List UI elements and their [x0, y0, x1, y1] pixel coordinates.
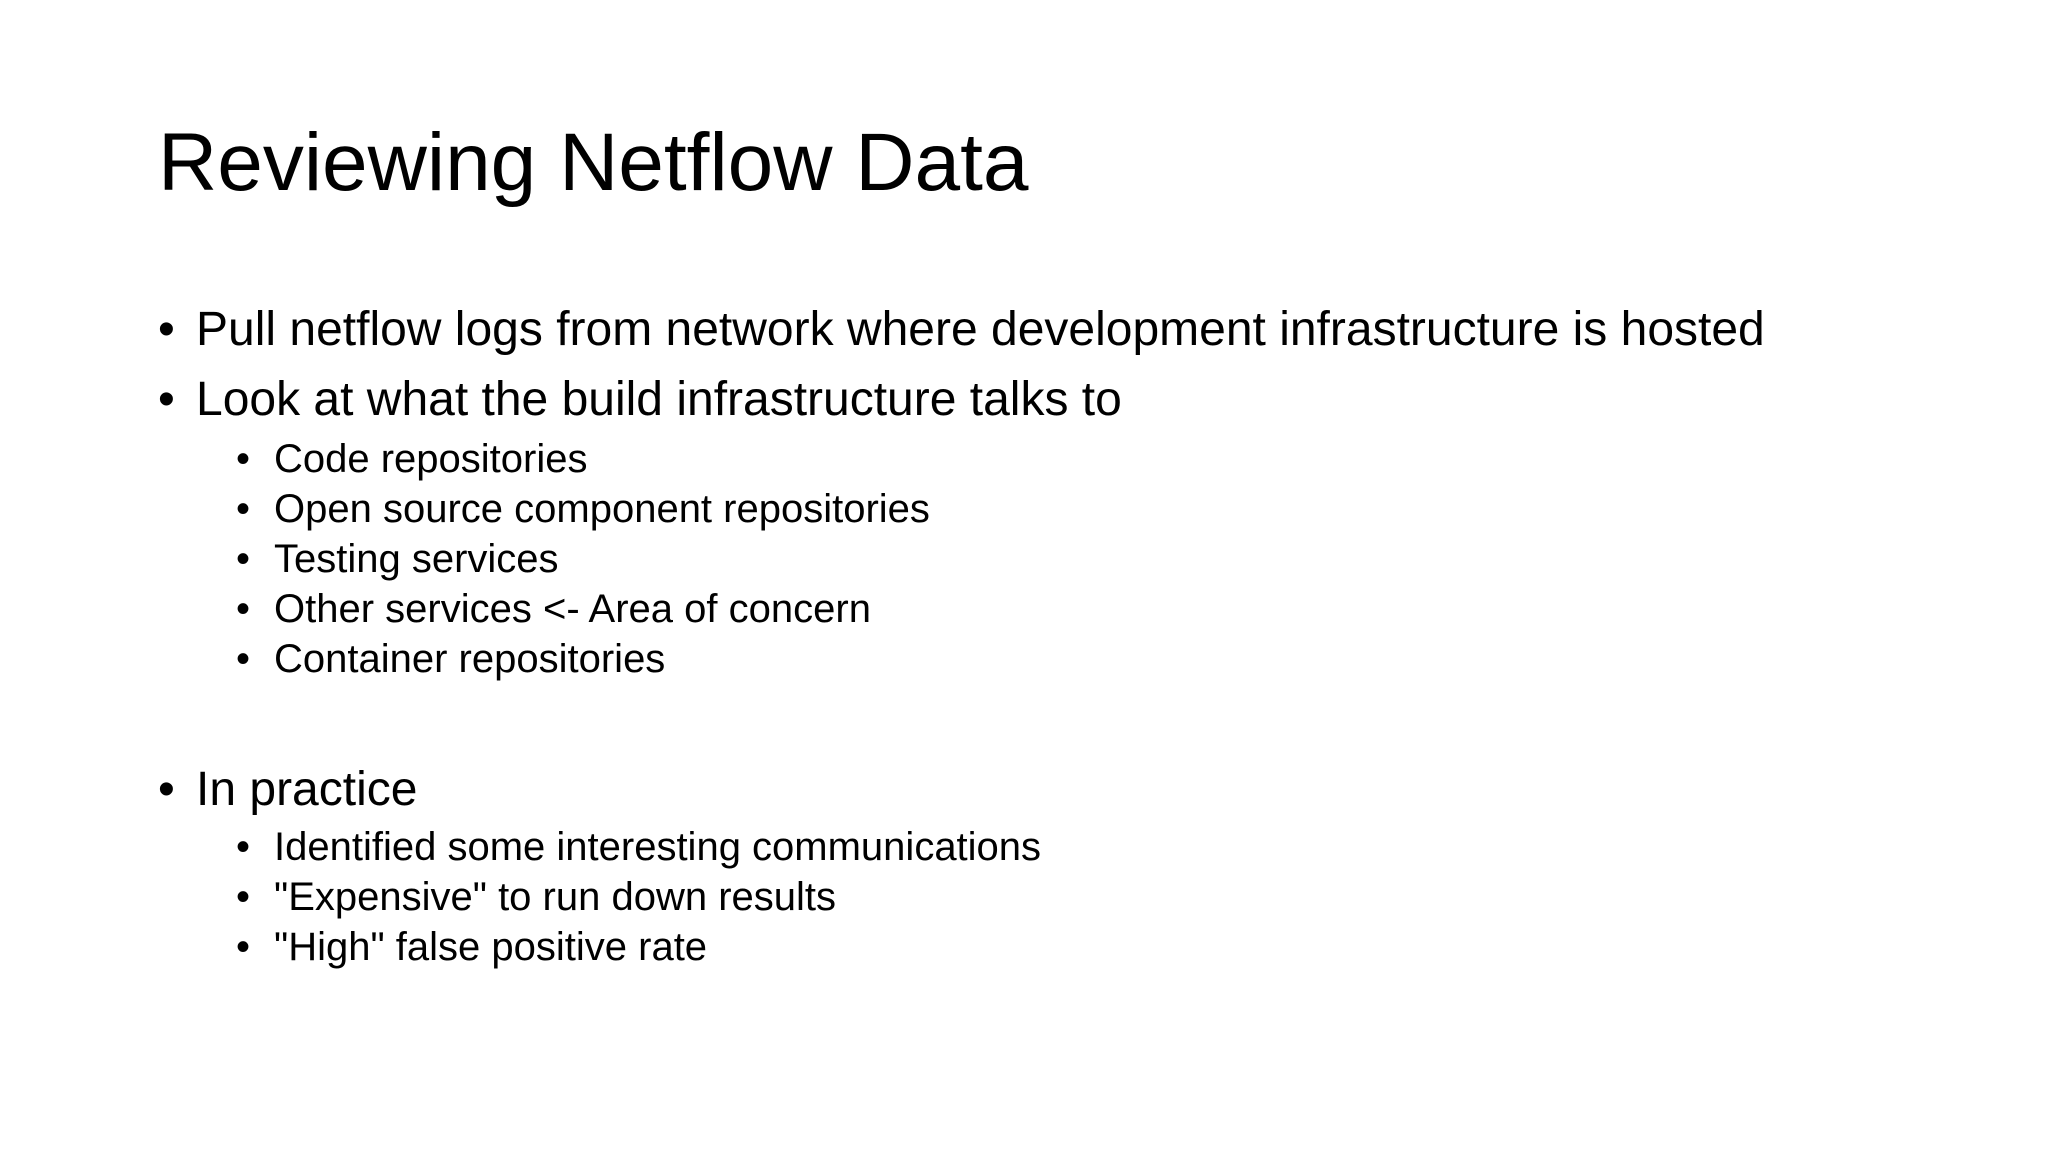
slide-title: Reviewing Netflow Data: [158, 117, 1029, 208]
sub-bullet-item: [236, 536, 559, 582]
sub-bullet-item: [236, 874, 836, 920]
sub-bullet-text: "High" false positive rate: [274, 925, 708, 969]
bullet-icon: •: [236, 637, 251, 681]
bullet-icon: •: [158, 373, 175, 426]
sub-bullet-item: [236, 486, 930, 532]
bullet-icon: •: [236, 437, 251, 481]
bullet-icon: •: [236, 925, 251, 969]
bullet-item: [158, 302, 1765, 357]
sub-bullet-text: Testing services: [274, 537, 559, 581]
bullet-icon: •: [236, 537, 251, 581]
sub-bullet-text: Identified some interesting communications: [274, 825, 1042, 869]
bullet-text: In practice: [196, 763, 418, 816]
bullet-icon: •: [158, 763, 175, 816]
bullet-text: Look at what the build infrastructure talks to: [196, 373, 1122, 426]
bullet-icon: •: [236, 875, 251, 919]
sub-bullet-text: Container repositories: [274, 637, 666, 681]
bullet-icon: •: [236, 587, 251, 631]
sub-bullet-item: [236, 636, 665, 682]
bullet-icon: •: [158, 303, 175, 356]
bullet-item: [158, 762, 417, 817]
sub-bullet-text: Other services <- Area of concern: [274, 587, 871, 631]
sub-bullet-item: [236, 586, 871, 632]
sub-bullet-item: [236, 436, 588, 482]
bullet-text: Pull netflow logs from network where development infrastructure is hosted: [196, 303, 1765, 356]
bullet-icon: •: [236, 487, 251, 531]
sub-bullet-text: "Expensive" to run down results: [274, 875, 837, 919]
sub-bullet-text: Code repositories: [274, 437, 588, 481]
sub-bullet-item: [236, 924, 707, 970]
sub-bullet-item: [236, 824, 1041, 870]
sub-bullet-text: Open source component repositories: [274, 487, 930, 531]
bullet-item: [158, 372, 1122, 427]
bullet-icon: •: [236, 825, 251, 869]
